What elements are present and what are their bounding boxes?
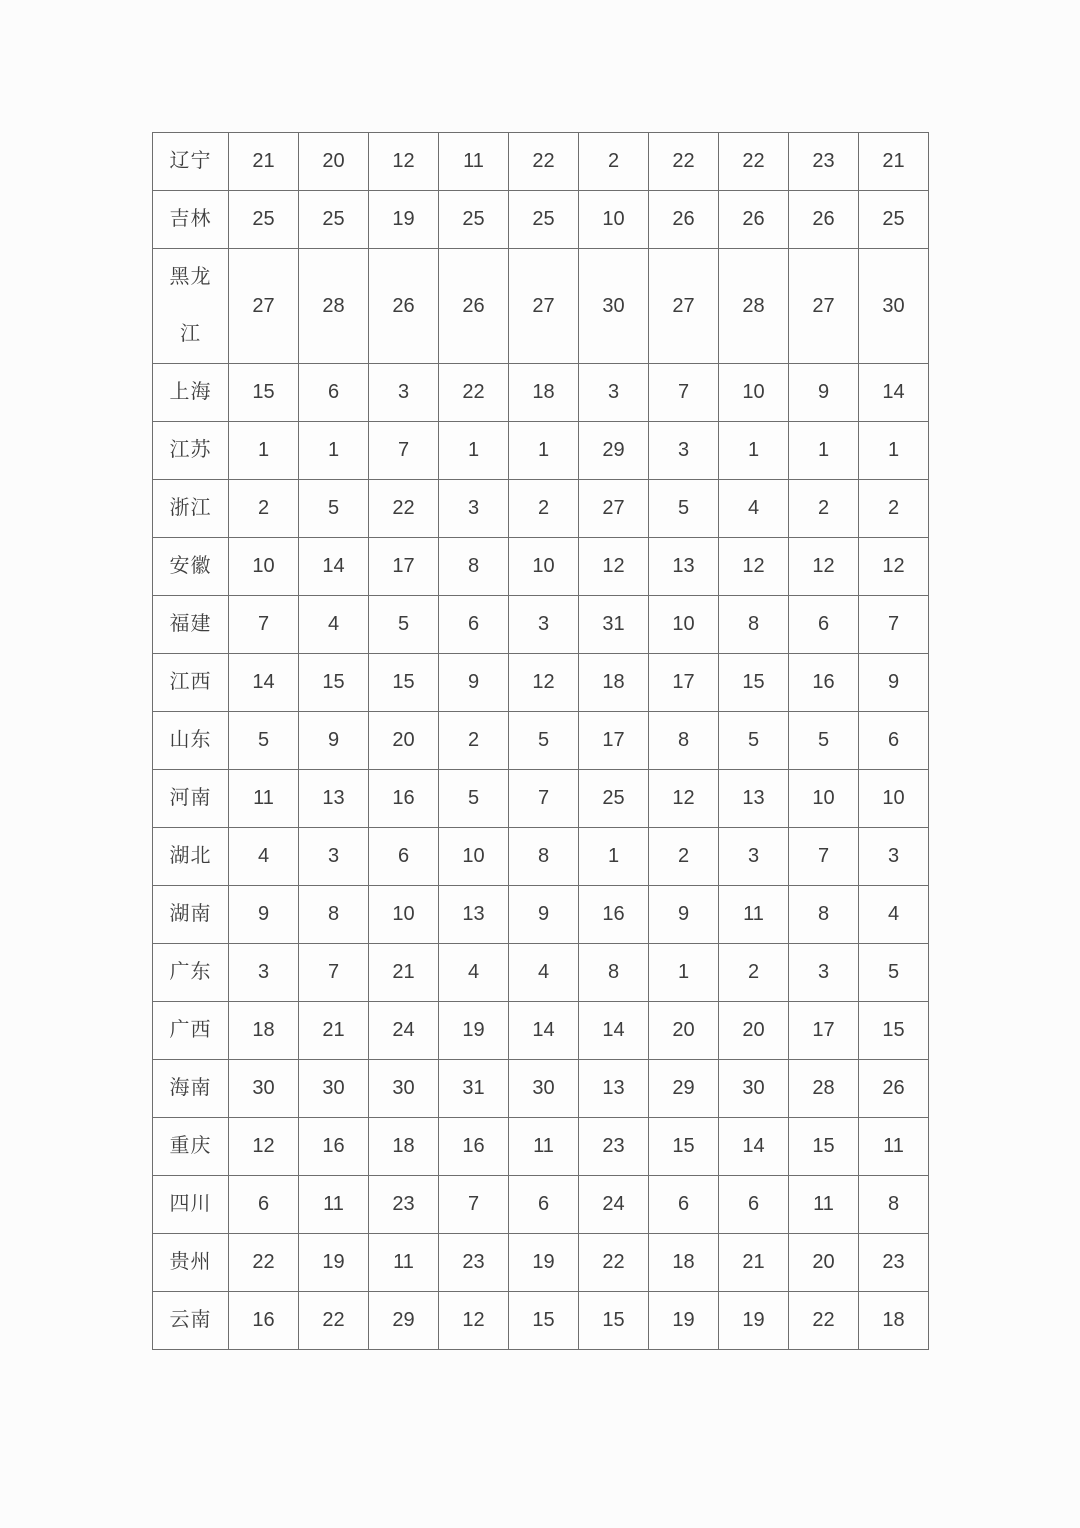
rank-value-cell: 30	[369, 1060, 439, 1118]
rank-value-cell: 11	[439, 133, 509, 191]
province-label: 贵州	[153, 1234, 229, 1292]
province-label: 河南	[153, 770, 229, 828]
rank-value-cell: 30	[859, 249, 929, 364]
rank-value-cell: 10	[509, 538, 579, 596]
rank-value-cell: 26	[719, 191, 789, 249]
rank-value-cell: 20	[789, 1234, 859, 1292]
rank-value-cell: 11	[229, 770, 299, 828]
province-label: 辽宁	[153, 133, 229, 191]
rank-value-cell: 5	[369, 596, 439, 654]
rank-value-cell: 23	[789, 133, 859, 191]
rank-value-cell: 27	[579, 480, 649, 538]
rank-value-cell: 16	[369, 770, 439, 828]
rank-value-cell: 9	[859, 654, 929, 712]
rank-value-cell: 22	[229, 1234, 299, 1292]
rank-value-cell: 1	[229, 422, 299, 480]
rank-value-cell: 20	[299, 133, 369, 191]
rank-value-cell: 10	[369, 886, 439, 944]
province-label: 安徽	[153, 538, 229, 596]
rank-value-cell: 8	[789, 886, 859, 944]
rank-value-cell: 9	[299, 712, 369, 770]
rank-value-cell: 21	[299, 1002, 369, 1060]
rank-value-cell: 8	[719, 596, 789, 654]
table-row	[153, 886, 929, 944]
rank-value-cell: 24	[579, 1176, 649, 1234]
rank-value-cell: 29	[369, 1292, 439, 1350]
rank-value-cell: 17	[579, 712, 649, 770]
rank-value-cell: 15	[369, 654, 439, 712]
rank-value-cell: 26	[789, 191, 859, 249]
rank-value-cell: 7	[439, 1176, 509, 1234]
rank-value-cell: 19	[299, 1234, 369, 1292]
rank-value-cell: 5	[719, 712, 789, 770]
rank-value-cell: 14	[229, 654, 299, 712]
rank-value-cell: 19	[719, 1292, 789, 1350]
table-row	[153, 249, 929, 364]
rank-value-cell: 6	[719, 1176, 789, 1234]
rank-value-cell: 3	[789, 944, 859, 1002]
rank-value-cell: 15	[719, 654, 789, 712]
table-row	[153, 654, 929, 712]
rank-value-cell: 24	[369, 1002, 439, 1060]
rank-value-cell: 16	[579, 886, 649, 944]
rank-value-cell: 3	[579, 364, 649, 422]
rank-value-cell: 9	[439, 654, 509, 712]
rank-value-cell: 15	[859, 1002, 929, 1060]
rank-value-cell: 3	[719, 828, 789, 886]
rank-value-cell: 21	[719, 1234, 789, 1292]
rank-value-cell: 16	[229, 1292, 299, 1350]
rank-value-cell: 28	[299, 249, 369, 364]
rank-value-cell: 25	[229, 191, 299, 249]
table-row	[153, 191, 929, 249]
rank-value-cell: 12	[509, 654, 579, 712]
province-label: 广西	[153, 1002, 229, 1060]
rank-value-cell: 10	[789, 770, 859, 828]
rank-value-cell: 4	[719, 480, 789, 538]
province-label: 江西	[153, 654, 229, 712]
rank-value-cell: 12	[579, 538, 649, 596]
rank-value-cell: 1	[719, 422, 789, 480]
rank-value-cell: 10	[649, 596, 719, 654]
rank-value-cell: 26	[859, 1060, 929, 1118]
rank-value-cell: 8	[579, 944, 649, 1002]
rank-value-cell: 2	[579, 133, 649, 191]
rank-value-cell: 15	[509, 1292, 579, 1350]
rank-value-cell: 1	[649, 944, 719, 1002]
rank-value-cell: 17	[369, 538, 439, 596]
rank-value-cell: 11	[369, 1234, 439, 1292]
rank-value-cell: 3	[649, 422, 719, 480]
rank-value-cell: 7	[859, 596, 929, 654]
table-row	[153, 1002, 929, 1060]
table-row	[153, 422, 929, 480]
rank-value-cell: 14	[299, 538, 369, 596]
rank-value-cell: 5	[299, 480, 369, 538]
table-row	[153, 1176, 929, 1234]
rank-value-cell: 15	[579, 1292, 649, 1350]
rank-value-cell: 29	[649, 1060, 719, 1118]
rank-value-cell: 4	[439, 944, 509, 1002]
rank-value-cell: 23	[439, 1234, 509, 1292]
rank-value-cell: 25	[579, 770, 649, 828]
rank-value-cell: 12	[649, 770, 719, 828]
rank-value-cell: 14	[509, 1002, 579, 1060]
rank-value-cell: 5	[859, 944, 929, 1002]
rank-value-cell: 1	[789, 422, 859, 480]
rank-value-cell: 16	[789, 654, 859, 712]
rank-value-cell: 11	[509, 1118, 579, 1176]
rank-value-cell: 19	[509, 1234, 579, 1292]
rank-value-cell: 12	[719, 538, 789, 596]
rank-value-cell: 27	[509, 249, 579, 364]
province-label: 黑龙江	[153, 249, 229, 364]
rank-value-cell: 16	[439, 1118, 509, 1176]
rank-value-cell: 22	[649, 133, 719, 191]
rank-value-cell: 21	[859, 133, 929, 191]
province-label: 山东	[153, 712, 229, 770]
rank-value-cell: 13	[579, 1060, 649, 1118]
rank-value-cell: 25	[509, 191, 579, 249]
rank-value-cell: 15	[229, 364, 299, 422]
rank-value-cell: 21	[229, 133, 299, 191]
province-label: 吉林	[153, 191, 229, 249]
rank-value-cell: 10	[229, 538, 299, 596]
rank-value-cell: 3	[299, 828, 369, 886]
province-label: 湖南	[153, 886, 229, 944]
province-label: 湖北	[153, 828, 229, 886]
rank-value-cell: 28	[719, 249, 789, 364]
table-row	[153, 944, 929, 1002]
rank-value-cell: 23	[369, 1176, 439, 1234]
rank-value-cell: 29	[579, 422, 649, 480]
rank-value-cell: 3	[509, 596, 579, 654]
rank-value-cell: 11	[719, 886, 789, 944]
rank-value-cell: 13	[299, 770, 369, 828]
rank-value-cell: 10	[579, 191, 649, 249]
rank-value-cell: 14	[579, 1002, 649, 1060]
rank-value-cell: 6	[369, 828, 439, 886]
rank-value-cell: 6	[649, 1176, 719, 1234]
rank-value-cell: 28	[789, 1060, 859, 1118]
rank-value-cell: 8	[509, 828, 579, 886]
rank-value-cell: 20	[369, 712, 439, 770]
rank-value-cell: 8	[859, 1176, 929, 1234]
rank-value-cell: 23	[579, 1118, 649, 1176]
rank-value-cell: 22	[509, 133, 579, 191]
rank-value-cell: 27	[649, 249, 719, 364]
province-label: 广东	[153, 944, 229, 1002]
rank-value-cell: 18	[649, 1234, 719, 1292]
rank-value-cell: 7	[789, 828, 859, 886]
rank-value-cell: 9	[649, 886, 719, 944]
rank-value-cell: 10	[439, 828, 509, 886]
rank-value-cell: 14	[719, 1118, 789, 1176]
rank-value-cell: 9	[789, 364, 859, 422]
rank-value-cell: 14	[859, 364, 929, 422]
rank-value-cell: 31	[579, 596, 649, 654]
rank-value-cell: 6	[299, 364, 369, 422]
rank-value-cell: 25	[299, 191, 369, 249]
rank-value-cell: 11	[299, 1176, 369, 1234]
rank-value-cell: 1	[859, 422, 929, 480]
rank-value-cell: 11	[789, 1176, 859, 1234]
rank-value-cell: 17	[789, 1002, 859, 1060]
rank-value-cell: 22	[579, 1234, 649, 1292]
rank-value-cell: 18	[579, 654, 649, 712]
province-label: 重庆	[153, 1118, 229, 1176]
rank-value-cell: 12	[229, 1118, 299, 1176]
table-row	[153, 480, 929, 538]
rank-value-cell: 12	[859, 538, 929, 596]
rank-value-cell: 13	[439, 886, 509, 944]
table-row	[153, 596, 929, 654]
rank-value-cell: 23	[859, 1234, 929, 1292]
rank-value-cell: 7	[229, 596, 299, 654]
rank-value-cell: 4	[509, 944, 579, 1002]
rank-value-cell: 13	[649, 538, 719, 596]
rank-value-cell: 16	[299, 1118, 369, 1176]
rank-value-cell: 18	[859, 1292, 929, 1350]
rank-value-cell: 5	[229, 712, 299, 770]
rank-value-cell: 18	[229, 1002, 299, 1060]
province-label: 上海	[153, 364, 229, 422]
rank-value-cell: 8	[649, 712, 719, 770]
rank-value-cell: 22	[719, 133, 789, 191]
rank-value-cell: 30	[509, 1060, 579, 1118]
rank-value-cell: 2	[789, 480, 859, 538]
table-row	[153, 770, 929, 828]
table-row	[153, 364, 929, 422]
table-row	[153, 1118, 929, 1176]
rank-value-cell: 3	[859, 828, 929, 886]
province-label: 云南	[153, 1292, 229, 1350]
rank-value-cell: 2	[229, 480, 299, 538]
rank-value-cell: 1	[299, 422, 369, 480]
rank-value-cell: 4	[859, 886, 929, 944]
rank-value-cell: 7	[299, 944, 369, 1002]
table-row	[153, 1234, 929, 1292]
rank-value-cell: 11	[859, 1118, 929, 1176]
province-label: 福建	[153, 596, 229, 654]
rank-value-cell: 6	[509, 1176, 579, 1234]
rank-value-cell: 30	[229, 1060, 299, 1118]
rank-value-cell: 8	[299, 886, 369, 944]
rank-value-cell: 8	[439, 538, 509, 596]
rank-value-cell: 20	[649, 1002, 719, 1060]
rank-value-cell: 3	[439, 480, 509, 538]
rank-value-cell: 10	[859, 770, 929, 828]
rank-value-cell: 2	[439, 712, 509, 770]
rank-value-cell: 1	[579, 828, 649, 886]
rank-value-cell: 12	[369, 133, 439, 191]
rank-value-cell: 22	[369, 480, 439, 538]
rank-value-cell: 19	[649, 1292, 719, 1350]
rank-value-cell: 12	[789, 538, 859, 596]
table-row	[153, 828, 929, 886]
rank-value-cell: 17	[649, 654, 719, 712]
rank-value-cell: 25	[439, 191, 509, 249]
rank-value-cell: 22	[789, 1292, 859, 1350]
rank-value-cell: 12	[439, 1292, 509, 1350]
rank-value-cell: 26	[649, 191, 719, 249]
province-label: 四川	[153, 1176, 229, 1234]
rank-value-cell: 13	[719, 770, 789, 828]
table-row	[153, 538, 929, 596]
rank-value-cell: 5	[439, 770, 509, 828]
rank-value-cell: 26	[439, 249, 509, 364]
rank-value-cell: 15	[299, 654, 369, 712]
rank-value-cell: 26	[369, 249, 439, 364]
table-row	[153, 1292, 929, 1350]
province-label: 江苏	[153, 422, 229, 480]
rank-value-cell: 9	[509, 886, 579, 944]
province-label: 海南	[153, 1060, 229, 1118]
rank-value-cell: 15	[649, 1118, 719, 1176]
table-row	[153, 133, 929, 191]
rank-value-cell: 4	[299, 596, 369, 654]
province-ranking-table	[152, 132, 929, 1350]
table-row	[153, 1060, 929, 1118]
rank-value-cell: 18	[509, 364, 579, 422]
rank-value-cell: 7	[649, 364, 719, 422]
table-row	[153, 712, 929, 770]
rank-value-cell: 22	[439, 364, 509, 422]
rank-value-cell: 6	[439, 596, 509, 654]
rank-value-cell: 7	[509, 770, 579, 828]
rank-value-cell: 30	[579, 249, 649, 364]
rank-value-cell: 10	[719, 364, 789, 422]
rank-value-cell: 9	[229, 886, 299, 944]
rank-value-cell: 1	[439, 422, 509, 480]
rank-value-cell: 27	[229, 249, 299, 364]
rank-value-cell: 2	[719, 944, 789, 1002]
rank-value-cell: 2	[859, 480, 929, 538]
rank-value-cell: 3	[229, 944, 299, 1002]
rank-value-cell: 3	[369, 364, 439, 422]
rank-value-cell: 4	[229, 828, 299, 886]
rank-value-cell: 6	[789, 596, 859, 654]
rank-value-cell: 6	[229, 1176, 299, 1234]
rank-value-cell: 21	[369, 944, 439, 1002]
rank-value-cell: 15	[789, 1118, 859, 1176]
rank-value-cell: 19	[439, 1002, 509, 1060]
rank-value-cell: 31	[439, 1060, 509, 1118]
rank-value-cell: 25	[859, 191, 929, 249]
rank-value-cell: 6	[859, 712, 929, 770]
rank-value-cell: 5	[509, 712, 579, 770]
rank-value-cell: 18	[369, 1118, 439, 1176]
rank-value-cell: 19	[369, 191, 439, 249]
rank-value-cell: 30	[299, 1060, 369, 1118]
rank-value-cell: 22	[299, 1292, 369, 1350]
rank-value-cell: 5	[649, 480, 719, 538]
rank-value-cell: 2	[649, 828, 719, 886]
province-ranking-table-body	[153, 133, 929, 1350]
rank-value-cell: 1	[509, 422, 579, 480]
rank-value-cell: 20	[719, 1002, 789, 1060]
rank-value-cell: 27	[789, 249, 859, 364]
rank-value-cell: 5	[789, 712, 859, 770]
province-label: 浙江	[153, 480, 229, 538]
rank-value-cell: 30	[719, 1060, 789, 1118]
rank-value-cell: 2	[509, 480, 579, 538]
rank-value-cell: 7	[369, 422, 439, 480]
